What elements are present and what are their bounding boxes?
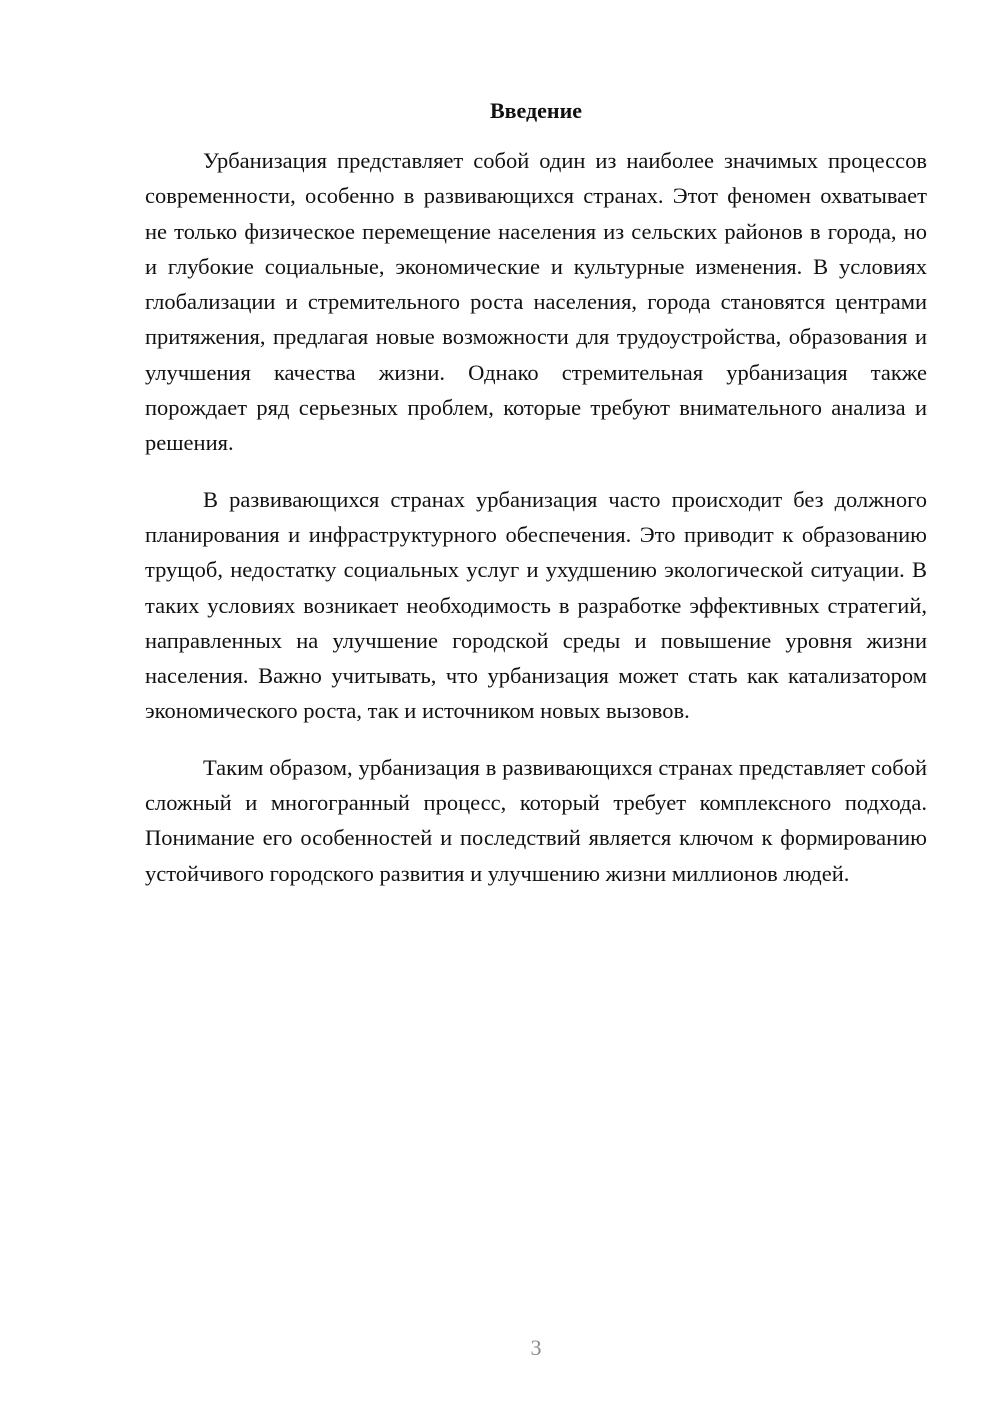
- page-number: 3: [530, 1335, 542, 1360]
- paragraph-3: Таким образом, урбанизация в развивающихся странах представляет собой сложный и многогранный процесс, который требует комплексного подхода. Понимание его особенностей и последствий является ключом к формированию устойчивого городского развития и улучшению жизни миллионов людей.: [145, 754, 927, 886]
- paragraph-1: Урбанизация представляет собой один из наиболее значимых процессов современности, особенно в развивающихся странах. Этот феномен охватывает не только физическое перемещение населения из сельских районов в города, но и глубокие социальные, экономические и культурные изменения. В условиях глобализации и стремительного роста населения, города становятся центрами притяжения, предлагая новые возможности для трудоустройства, образования и улучшения качества жизни. Однако стремительная урбанизация также порождает ряд серьезных проблем, которые требуют внимательного анализа и решения.: [145, 148, 927, 456]
- body-text: [145, 143, 927, 912]
- paragraph-2: В развивающихся странах урбанизация часто происходит без должного планирования и инфраструктурного обеспечения. Это приводит к образованию трущоб, недостатку социальных услуг и ухудшению экологической ситуации. В таких условиях возникает необходимость в разработке эффективных стратегий, направленных на улучшение городской среды и повышение уровня жизни населения. Важно учитывать, что урбанизация может стать как катализатором экономического роста, так и источником новых вызовов.: [145, 486, 927, 724]
- section-heading: Введение: [489, 98, 583, 123]
